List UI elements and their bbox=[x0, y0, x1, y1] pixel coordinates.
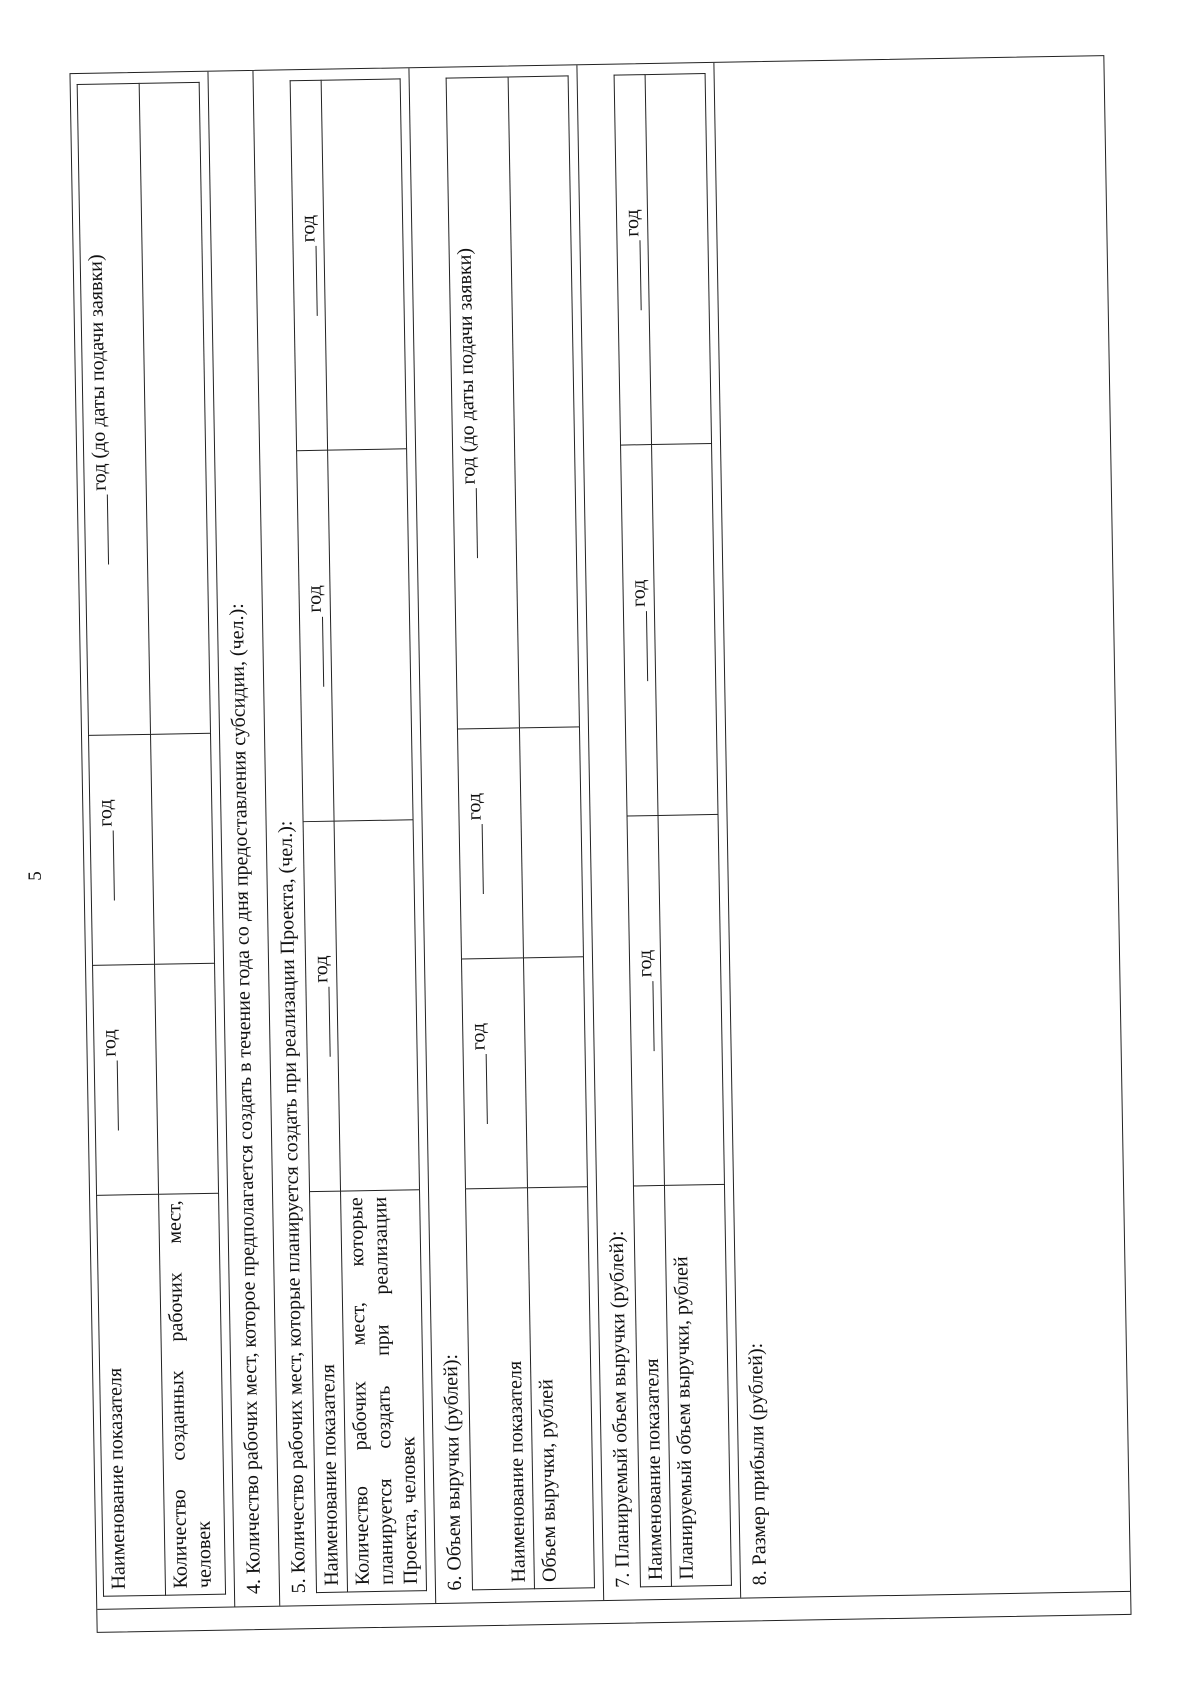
year-label: год bbox=[620, 209, 644, 237]
year-label: год bbox=[309, 955, 333, 984]
year-blank bbox=[470, 1054, 488, 1124]
year-col-3 bbox=[446, 77, 519, 729]
header-indicator-name: Наименование показателя bbox=[633, 1185, 671, 1586]
section-5 bbox=[253, 68, 436, 1605]
value-cell[interactable] bbox=[334, 819, 419, 1191]
year-blank bbox=[300, 246, 318, 316]
value-cell[interactable] bbox=[645, 74, 711, 445]
year-label: год bbox=[296, 214, 320, 243]
year-blank bbox=[312, 987, 330, 1057]
section-7-title: 7. Планируемый объем выручки (рублей): bbox=[605, 1230, 634, 1588]
page-number: 5 bbox=[24, 871, 46, 881]
year-blank bbox=[306, 616, 324, 686]
form-frame bbox=[69, 55, 1131, 1633]
header-indicator-name: Наименование показателя bbox=[97, 1194, 166, 1596]
year-blank bbox=[623, 241, 641, 311]
section-5-table bbox=[290, 78, 427, 1593]
row-indicator-name: Планируемый объем выручки, рублей bbox=[664, 1184, 731, 1586]
year-label: год bbox=[627, 579, 650, 608]
created-jobs-table bbox=[77, 82, 226, 1597]
year-label: год bbox=[98, 1029, 121, 1057]
created-jobs-block bbox=[70, 72, 235, 1609]
value-cell[interactable] bbox=[328, 449, 413, 821]
section-8-title: 8. Размер прибыли (рублей): bbox=[744, 1342, 771, 1586]
header-indicator-name: Наименование показателя bbox=[310, 1191, 348, 1592]
year-label: год bbox=[467, 1022, 490, 1051]
section-6 bbox=[409, 65, 604, 1603]
section-6-title: 6. Объем выручки (рублей): bbox=[439, 1353, 467, 1591]
year-blank bbox=[636, 981, 654, 1051]
form-content bbox=[70, 56, 1130, 1609]
year-label: год (до даты подачи заявки) bbox=[453, 247, 480, 485]
row-indicator-name: Количество рабочих мест, которые планируется создать при реализации Проекта, человек bbox=[341, 1190, 427, 1592]
year-blank bbox=[466, 824, 484, 894]
year-col-3 bbox=[77, 83, 150, 735]
year-blank bbox=[460, 488, 478, 558]
value-cell[interactable] bbox=[139, 82, 210, 734]
value-cell[interactable] bbox=[321, 79, 406, 451]
year-label: год bbox=[94, 799, 117, 827]
year-label: год bbox=[463, 792, 486, 821]
year-blank bbox=[630, 611, 648, 681]
year-label: год bbox=[303, 585, 326, 613]
row-indicator-name: Объем выручки, рублей bbox=[527, 1187, 594, 1589]
value-cell[interactable] bbox=[151, 733, 215, 964]
value-cell[interactable] bbox=[658, 814, 724, 1185]
year-col-2 bbox=[89, 734, 155, 965]
section-8 bbox=[714, 56, 1130, 1598]
rotated-form bbox=[69, 55, 1131, 1633]
section-6-table bbox=[446, 75, 595, 1590]
value-cell[interactable] bbox=[523, 957, 587, 1188]
year-blank bbox=[91, 495, 109, 565]
value-cell[interactable] bbox=[519, 727, 583, 958]
year-label: год (до даты подачи заявки) bbox=[84, 254, 111, 492]
section-4-title: 4. Количество рабочих мест, которое предполагается создать в течение года со дня предоставления субсидии, (чел.): bbox=[225, 603, 266, 1595]
header-indicator-name: Наименование показателя bbox=[465, 1188, 534, 1590]
year-blank bbox=[97, 831, 115, 901]
row-indicator-name: Количество созданных рабочих мест, человек bbox=[159, 1193, 226, 1595]
value-cell[interactable] bbox=[508, 76, 579, 728]
value-cell[interactable] bbox=[155, 963, 219, 1194]
year-col-1 bbox=[461, 958, 527, 1189]
year-label: год bbox=[633, 949, 657, 978]
year-col-2 bbox=[457, 728, 523, 959]
section-7 bbox=[577, 63, 741, 1600]
value-cell[interactable] bbox=[652, 444, 718, 815]
section-5-title: 5. Количество рабочих мест, которые планируется создать при реализации Проекта, (чел.): bbox=[274, 820, 311, 1594]
year-blank bbox=[101, 1061, 119, 1131]
year-col-1 bbox=[93, 964, 159, 1195]
